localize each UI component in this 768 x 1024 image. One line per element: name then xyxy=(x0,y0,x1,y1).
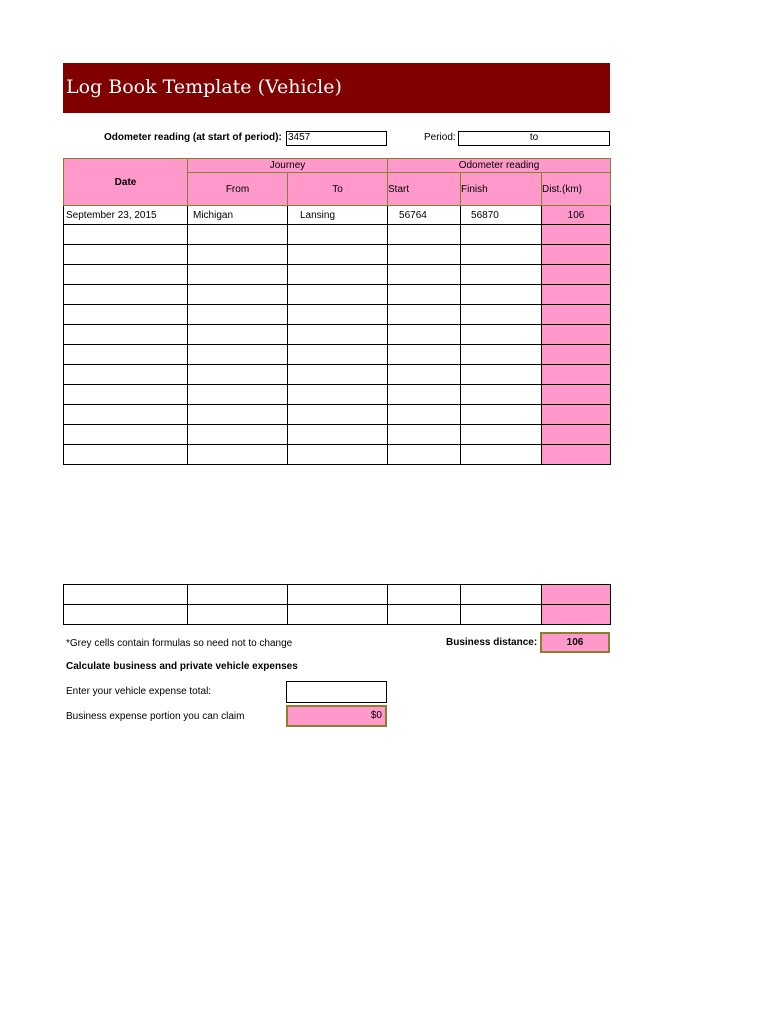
from-cell[interactable] xyxy=(188,345,288,365)
date-cell[interactable] xyxy=(64,445,188,465)
from-header: From xyxy=(188,173,288,206)
from-cell[interactable]: Michigan xyxy=(188,206,288,225)
start-cell[interactable] xyxy=(388,325,461,345)
table-row xyxy=(64,425,611,445)
finish-cell[interactable] xyxy=(461,285,542,305)
to-cell[interactable] xyxy=(288,425,388,445)
to-cell[interactable] xyxy=(288,385,388,405)
start-cell[interactable] xyxy=(388,385,461,405)
finish-cell[interactable] xyxy=(461,345,542,365)
date-cell[interactable] xyxy=(64,385,188,405)
table-row xyxy=(64,605,611,625)
from-cell[interactable] xyxy=(188,425,288,445)
start-cell[interactable] xyxy=(388,365,461,385)
expenses-heading: Calculate business and private vehicle expenses xyxy=(66,661,298,672)
table-row xyxy=(64,206,611,225)
to-cell[interactable] xyxy=(288,445,388,465)
journey-header: Journey xyxy=(188,159,388,173)
dist-cell xyxy=(542,385,611,405)
table-row xyxy=(64,385,611,405)
dist-cell xyxy=(542,325,611,345)
start-cell[interactable] xyxy=(388,225,461,245)
finish-cell[interactable] xyxy=(461,225,542,245)
dist-cell xyxy=(542,425,611,445)
from-cell[interactable] xyxy=(188,245,288,265)
claim-value: $0 xyxy=(286,705,387,727)
table-row xyxy=(64,305,611,325)
to-cell[interactable]: Lansing xyxy=(288,206,388,225)
dist-header: Dist.(km) xyxy=(542,173,611,206)
from-cell[interactable] xyxy=(188,305,288,325)
from-cell[interactable] xyxy=(188,445,288,465)
from-cell[interactable] xyxy=(188,585,288,605)
from-cell[interactable] xyxy=(188,265,288,285)
table-row xyxy=(64,285,611,305)
to-cell[interactable] xyxy=(288,325,388,345)
start-cell[interactable] xyxy=(388,245,461,265)
dist-cell xyxy=(542,305,611,325)
to-cell[interactable] xyxy=(288,345,388,365)
finish-cell[interactable] xyxy=(461,245,542,265)
period-field[interactable]: to xyxy=(458,131,610,146)
period-label: Period: xyxy=(424,132,456,143)
page-title: Log Book Template (Vehicle) xyxy=(66,76,342,98)
log-table-continued xyxy=(63,584,611,625)
finish-cell[interactable] xyxy=(461,325,542,345)
date-cell[interactable] xyxy=(64,285,188,305)
to-cell[interactable] xyxy=(288,365,388,385)
date-cell[interactable] xyxy=(64,305,188,325)
start-cell[interactable] xyxy=(388,605,461,625)
from-cell[interactable] xyxy=(188,325,288,345)
finish-cell[interactable]: 56870 xyxy=(461,206,542,225)
start-cell[interactable]: 56764 xyxy=(388,206,461,225)
table-row xyxy=(64,225,611,245)
start-cell[interactable] xyxy=(388,345,461,365)
start-cell[interactable] xyxy=(388,285,461,305)
from-cell[interactable] xyxy=(188,385,288,405)
expense-total-label: Enter your vehicle expense total: xyxy=(66,686,212,697)
date-cell[interactable] xyxy=(64,605,188,625)
odometer-start-field[interactable]: 3457 xyxy=(286,131,387,146)
date-cell[interactable] xyxy=(64,245,188,265)
dist-cell xyxy=(542,265,611,285)
finish-cell[interactable] xyxy=(461,445,542,465)
start-cell[interactable] xyxy=(388,425,461,445)
table-row xyxy=(64,345,611,365)
odometer-header: Odometer reading xyxy=(388,159,611,173)
start-cell[interactable] xyxy=(388,585,461,605)
dist-cell: 106 xyxy=(542,206,611,225)
date-cell[interactable] xyxy=(64,585,188,605)
log-table xyxy=(63,158,611,465)
dist-cell xyxy=(542,365,611,385)
dist-cell xyxy=(542,285,611,305)
from-cell[interactable] xyxy=(188,405,288,425)
to-cell[interactable] xyxy=(288,605,388,625)
odometer-label: Odometer reading (at start of period): xyxy=(104,132,282,143)
to-cell[interactable] xyxy=(288,305,388,325)
table-row xyxy=(64,325,611,345)
date-cell[interactable] xyxy=(64,325,188,345)
from-cell[interactable] xyxy=(188,365,288,385)
dist-cell xyxy=(542,225,611,245)
to-header: To xyxy=(288,173,388,206)
start-cell[interactable] xyxy=(388,405,461,425)
to-cell[interactable] xyxy=(288,585,388,605)
date-cell[interactable] xyxy=(64,425,188,445)
to-cell[interactable] xyxy=(288,265,388,285)
finish-cell[interactable] xyxy=(461,405,542,425)
finish-cell[interactable] xyxy=(461,265,542,285)
expense-total-field[interactable] xyxy=(286,681,387,703)
finish-cell[interactable] xyxy=(461,305,542,325)
business-distance-value: 106 xyxy=(540,632,610,653)
start-header: Start xyxy=(388,173,461,206)
to-cell[interactable] xyxy=(288,285,388,305)
start-cell[interactable] xyxy=(388,305,461,325)
from-cell[interactable] xyxy=(188,225,288,245)
to-cell[interactable] xyxy=(288,405,388,425)
date-cell[interactable]: September 23, 2015 xyxy=(64,206,188,225)
date-cell[interactable] xyxy=(64,225,188,245)
dist-cell xyxy=(542,585,611,605)
table-row xyxy=(64,585,611,605)
dist-cell xyxy=(542,405,611,425)
finish-cell[interactable] xyxy=(461,605,542,625)
to-cell[interactable] xyxy=(288,245,388,265)
from-cell[interactable] xyxy=(188,605,288,625)
from-cell[interactable] xyxy=(188,285,288,305)
finish-header: Finish xyxy=(461,173,542,206)
to-cell[interactable] xyxy=(288,225,388,245)
finish-cell[interactable] xyxy=(461,365,542,385)
date-cell[interactable] xyxy=(64,345,188,365)
finish-cell[interactable] xyxy=(461,385,542,405)
table-row xyxy=(64,405,611,425)
business-distance-label: Business distance: xyxy=(446,637,538,648)
date-cell[interactable] xyxy=(64,365,188,385)
dist-cell xyxy=(542,345,611,365)
claim-label: Business expense portion you can claim xyxy=(66,711,245,722)
table-row xyxy=(64,445,611,465)
date-cell[interactable] xyxy=(64,265,188,285)
dist-cell xyxy=(542,245,611,265)
finish-cell[interactable] xyxy=(461,425,542,445)
start-cell[interactable] xyxy=(388,445,461,465)
formula-note: *Grey cells contain formulas so need not to change xyxy=(66,638,293,649)
table-row xyxy=(64,365,611,385)
start-cell[interactable] xyxy=(388,265,461,285)
table-row xyxy=(64,245,611,265)
date-cell[interactable] xyxy=(64,405,188,425)
date-header: Date xyxy=(64,159,188,206)
finish-cell[interactable] xyxy=(461,585,542,605)
dist-cell xyxy=(542,445,611,465)
dist-cell xyxy=(542,605,611,625)
table-row xyxy=(64,265,611,285)
